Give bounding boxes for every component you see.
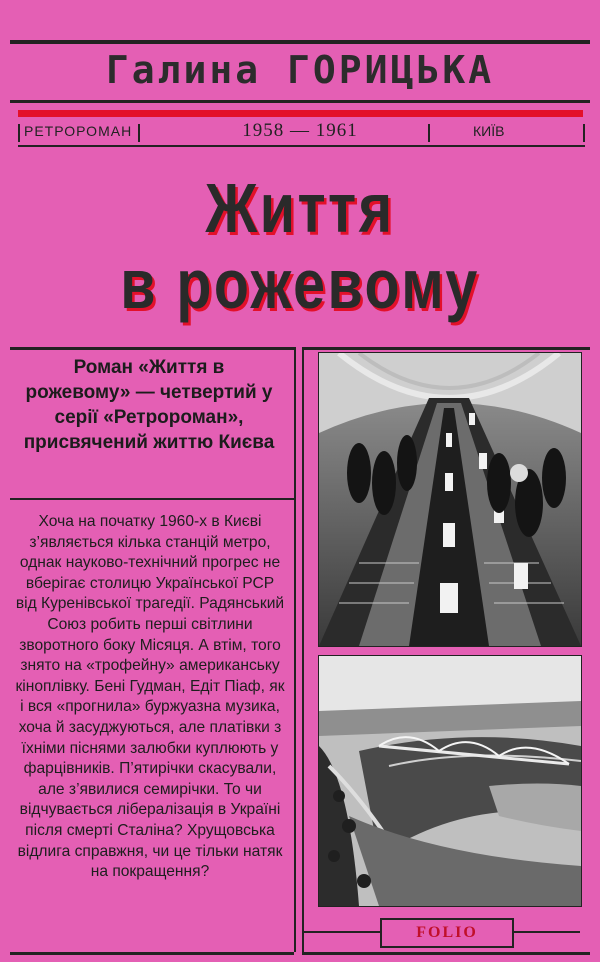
author-name: Галина ГОРИЦЬКА bbox=[105, 48, 495, 92]
lower-top-rule-right bbox=[302, 347, 590, 350]
author-underline bbox=[10, 100, 590, 103]
folio-line-right bbox=[514, 931, 580, 933]
bottom-rule-left bbox=[10, 952, 294, 955]
meta-underline bbox=[18, 145, 585, 147]
meta-tick bbox=[583, 124, 585, 142]
description-text: Хоча на початку 1960-х в Києві з’являється кілька станцій метро, однак науково-технічний прогрес не вберігає столицю Української РСР від Куренівської трагедії. Радянський Союз робить перші світлини зворотного боку Місяця. А втім, того знято на «трофейну» американську кіноплівку. Бені Гудман, Едіт Піаф, як і вся «прогнила» буржуазна музика, хоча й засуджуються, але платівки з їхніми піснями залюбки куплюють у фарцівників. П’ятирічки скасували, але з’явилися семирічки. То чи відчувається лібералізація в Україні після смерті Сталіна? Хрущовська відлига справжня, чи це тільки натяк на покращення? bbox=[15, 513, 285, 881]
publisher-logo: FOLIO bbox=[380, 918, 514, 948]
metro-escalator-photo bbox=[318, 352, 582, 647]
folio-line-left bbox=[304, 931, 380, 933]
title-line-1: Життя bbox=[205, 169, 395, 247]
metro-escalator-image bbox=[319, 353, 581, 646]
lower-top-rule-left bbox=[10, 347, 294, 350]
column-divider-left bbox=[294, 347, 296, 952]
bottom-rule-right bbox=[302, 952, 590, 955]
kyiv-bridge-image bbox=[319, 656, 581, 906]
column-divider-right bbox=[302, 347, 304, 952]
meta-tick bbox=[428, 124, 430, 142]
series-blurb: Роман «Життя в рожевому» — четвертий у серії «Ретророман», присвячений життю Києва bbox=[23, 357, 275, 453]
red-rule bbox=[18, 110, 583, 117]
city-label: КИЇВ bbox=[473, 123, 505, 139]
title-line-2: в рожевому bbox=[120, 245, 480, 323]
genre-label: РЕТРОРОМАН bbox=[24, 123, 133, 139]
blurb-underline bbox=[10, 498, 294, 500]
top-rule bbox=[10, 40, 590, 44]
years-label: 1958 — 1961 bbox=[242, 120, 358, 141]
kyiv-bridge-photo bbox=[318, 655, 582, 907]
